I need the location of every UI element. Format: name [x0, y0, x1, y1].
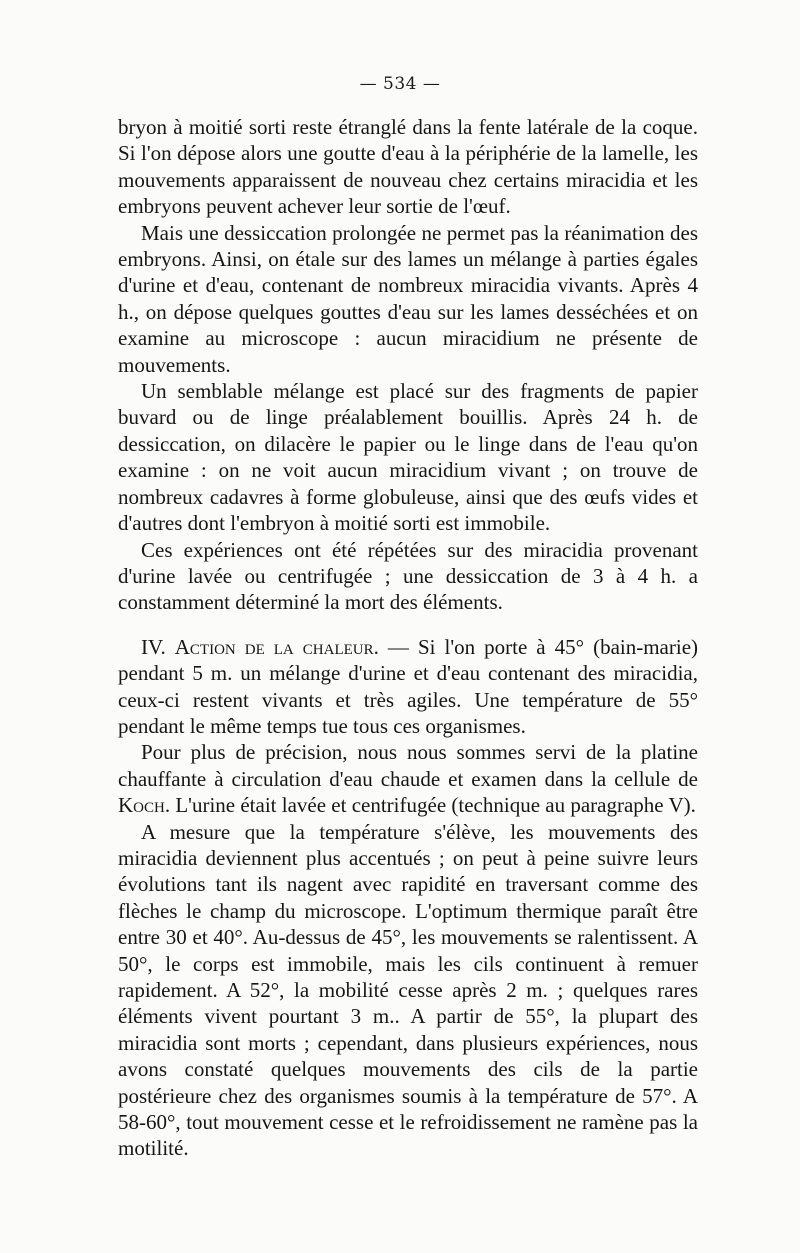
page-number: — 534 — [359, 74, 441, 94]
section-number: IV. [141, 634, 166, 659]
section-text: Si l'on porte à 45° (bain-marie) pendant 5 m. un mélange d'urine et d'eau contenant des miracidia, ceux-ci restent vivants et très agiles. Une température de 55° pendant le même temps tue tous ces organismes. [118, 634, 699, 738]
paragraph-temperature: A mesure que la température s'élève, les mouvements des miracidia deviennent plus accentués ; on peut à peine suivre leurs évolutions tant ils nagent avec rapidité en traversant comme des flèches le champ du microscope. L'optimum thermique paraît être entre 30 et 40°. Au-dessus de 45°, les mouvements se ralentissent. A 50°, le corps est immobile, mais les cils continuent à remuer rapidement. A 52°, la mobilité cesse après 2 m. ; quelques rares éléments vivent pourtant 3 m.. A partir de 55°, la plupart des miracidia sont morts ; cependant, dans plusieurs expériences, nous avons constaté quelques mouvements des cils de la partie postérieure chez des organismes soumis à la température de 57°. A 58-60°, tout mouvement cesse et le refroidissement ne ramène pas la motilité. [118, 819, 698, 1161]
body-text [118, 114, 698, 1162]
koch-before: Pour plus de précision, nous nous sommes servi de la platine chauffante à circulation d'eau chaude et examen dans la cellule de [118, 740, 698, 791]
section-heading: Action de la chaleur. [174, 634, 379, 659]
koch-name: Koch [118, 793, 165, 818]
paragraph-koch [118, 739, 698, 818]
section-iv-paragraph [118, 634, 698, 740]
paragraph-experiences: Ces expériences ont été répétées sur des miracidia provenant d'urine lavée ou centrifugée ; une dessiccation de 3 à 4 h. a constamment déterminé la mort des éléments. [118, 537, 698, 615]
section-dash: — [387, 634, 409, 659]
koch-after: . L'urine était lavée et centrifugée (technique au paragraphe V). [164, 793, 696, 818]
paragraph-continuation: bryon à moitié sorti reste étranglé dans la fente latérale de la coque. Si l'on dépose alors une goutte d'eau à la périphérie de la lamelle, les mouvements apparaissent de nouveau chez certains miracidia et les embryons peuvent achever leur sortie de l'œuf. [118, 115, 698, 219]
paragraph-dessiccation: Mais une dessiccation prolongée ne permet pas la réanimation des embryons. Ainsi, on étale sur des lames un mélange à parties égales d'urine et d'eau, contenant de nombreux miracidia vivants. Après 4 h., on dépose quelques gouttes d'eau sur les lames desséchées et on examine au microscope : aucun miracidium ne présente de mouvements. [118, 220, 698, 377]
paragraph-buvard: Un semblable mélange est placé sur des fragments de papier buvard ou de linge préalablement bouillis. Après 24 h. de dessiccation, on dilacère le papier ou le linge dans de l'eau qu'on examine : on ne voit aucun miracidium vivant ; on trouve de nombreux cadavres à forme globuleuse, ainsi que des œufs vides et d'autres dont l'embryon à moitié sorti est immobile. [118, 379, 698, 536]
